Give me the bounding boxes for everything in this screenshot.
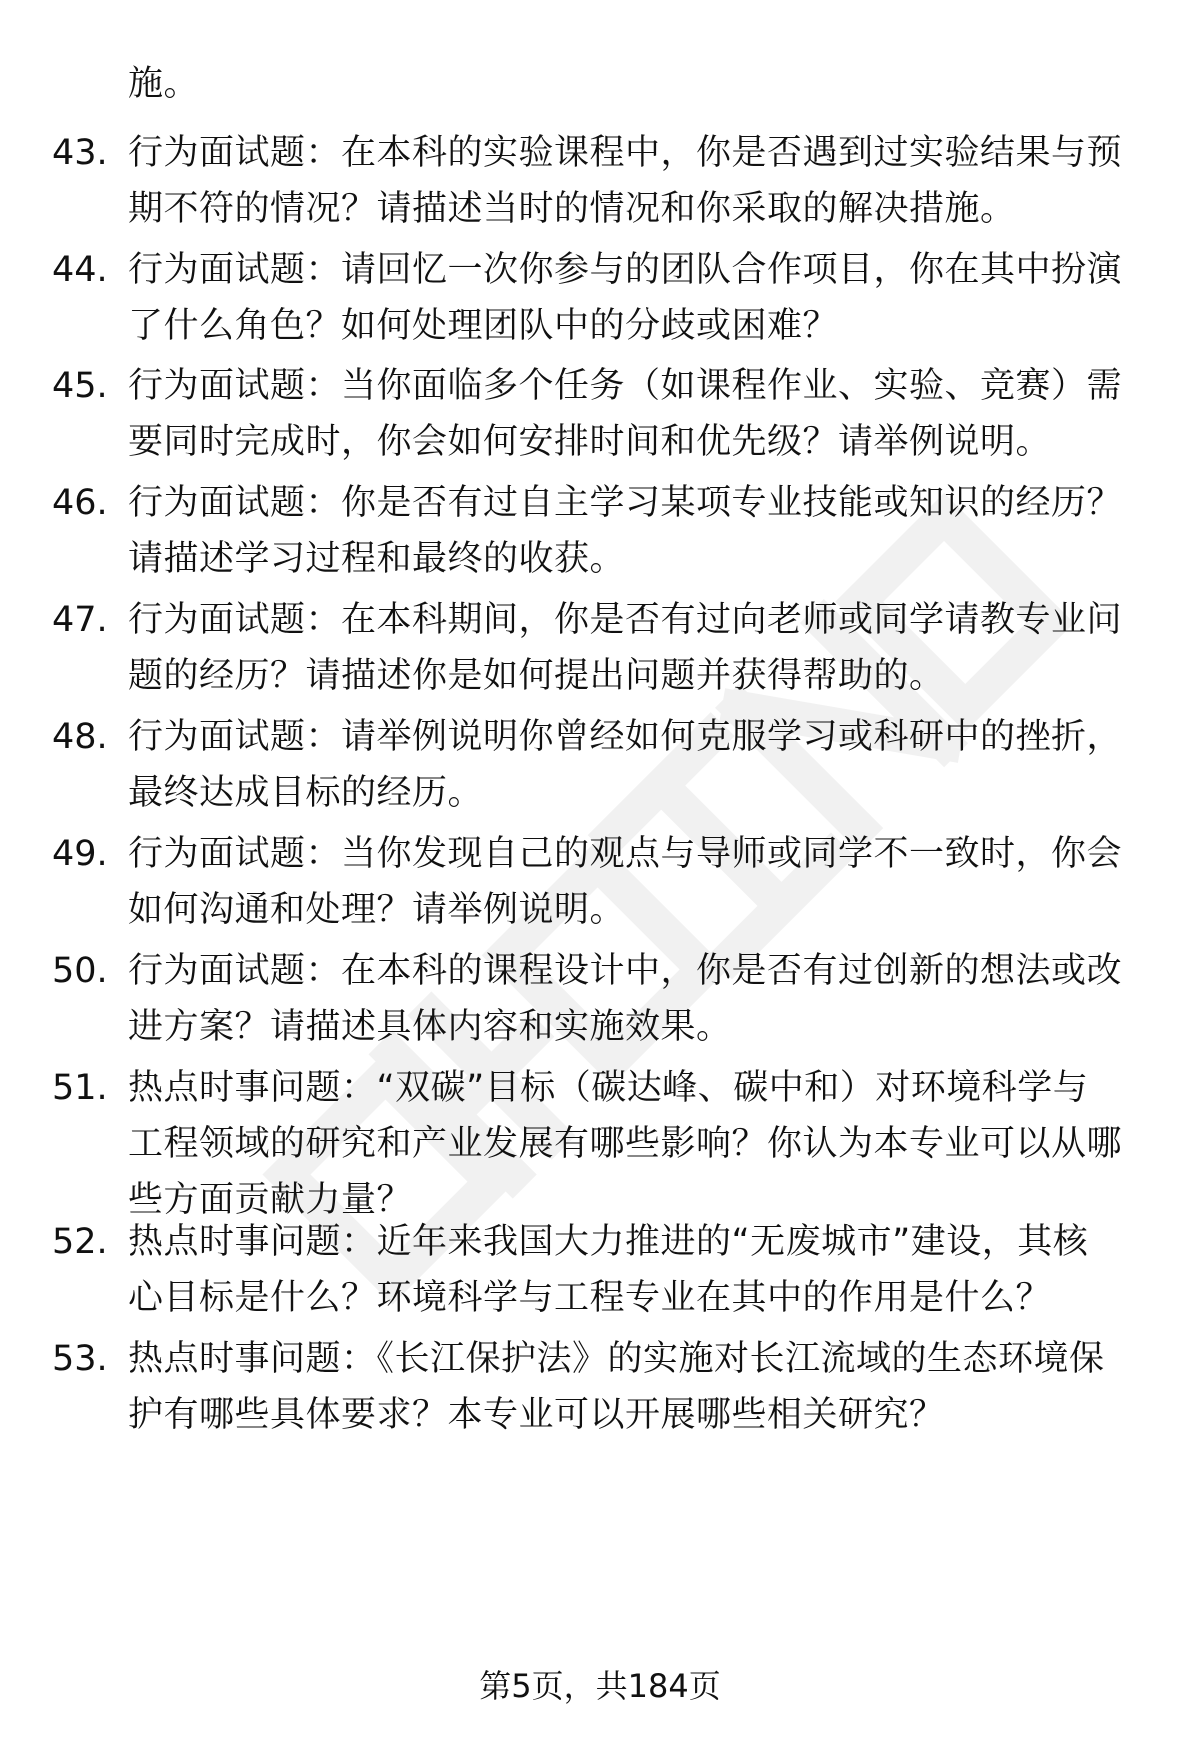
question-text-line: 护有哪些具体要求？本专业可以开展哪些相关研究？ bbox=[128, 1395, 945, 1435]
question-number: 52. bbox=[52, 1222, 108, 1262]
question-item bbox=[0, 1060, 1200, 1228]
question-text-line: 热点时事问题：《长江保护法》的实施对长江流域的生态环境保 bbox=[128, 1339, 1105, 1379]
question-text-line: 行为面试题：你是否有过自主学习某项专业技能或知识的经历？ bbox=[128, 483, 1123, 523]
question-number: 45. bbox=[52, 366, 108, 406]
question-number: 46. bbox=[52, 483, 108, 523]
page-footer: 第5页，共184页 bbox=[479, 1667, 721, 1705]
question-item bbox=[0, 709, 1200, 821]
question-item bbox=[0, 242, 1200, 354]
question-text-line: 行为面试题：请回忆一次你参与的团队合作项目，你在其中扮演 bbox=[128, 250, 1123, 290]
question-number: 53. bbox=[52, 1339, 108, 1379]
question-number: 47. bbox=[52, 600, 108, 640]
question-text-line: 心目标是什么？环境科学与工程专业在其中的作用是什么？ bbox=[128, 1278, 1052, 1318]
question-text-line: 些方面贡献力量？ bbox=[128, 1180, 413, 1220]
question-number: 44. bbox=[52, 250, 108, 290]
continuation-text: 施。 bbox=[128, 64, 200, 104]
question-number: 51. bbox=[52, 1068, 108, 1108]
question-text-line: 工程领域的研究和产业发展有哪些影响？你认为本专业可以从哪 bbox=[128, 1124, 1123, 1164]
question-item bbox=[0, 943, 1200, 1055]
question-text-line: 如何沟通和处理？请举例说明。 bbox=[128, 890, 626, 930]
question-item bbox=[0, 475, 1200, 587]
question-text-line: 期不符的情况？请描述当时的情况和你采取的解决措施。 bbox=[128, 189, 1016, 229]
question-text-line: 行为面试题：当你发现自己的观点与导师或同学不一致时，你会 bbox=[128, 834, 1123, 874]
question-text-line: 热点时事问题：近年来我国大力推进的“无废城市”建设，其核 bbox=[128, 1222, 1089, 1262]
question-text-line: 要同时完成时，你会如何安排时间和优先级？请举例说明。 bbox=[128, 422, 1052, 462]
question-text-line: 最终达成目标的经历。 bbox=[128, 773, 484, 813]
question-text-line: 热点时事问题：“双碳”目标（碳达峰、碳中和）对环境科学与 bbox=[128, 1068, 1089, 1108]
question-text-line: 行为面试题：当你面临多个任务（如课程作业、实验、竞赛）需 bbox=[128, 366, 1123, 406]
question-number: 43. bbox=[52, 133, 108, 173]
question-number: 48. bbox=[52, 717, 108, 757]
question-number: 50. bbox=[52, 951, 108, 991]
question-item bbox=[0, 592, 1200, 704]
question-item bbox=[0, 1214, 1200, 1326]
question-text-line: 请描述学习过程和最终的收获。 bbox=[128, 539, 626, 579]
question-text-line: 行为面试题：请举例说明你曾经如何克服学习或科研中的挫折， bbox=[128, 717, 1123, 757]
question-number: 49. bbox=[52, 834, 108, 874]
question-text-line: 了什么角色？如何处理团队中的分歧或困难？ bbox=[128, 306, 839, 346]
question-item bbox=[0, 358, 1200, 470]
question-text-line: 题的经历？请描述你是如何提出问题并获得帮助的。 bbox=[128, 656, 945, 696]
question-item bbox=[0, 125, 1200, 237]
question-text-line: 行为面试题：在本科期间，你是否有过向老师或同学请教专业问 bbox=[128, 600, 1123, 640]
question-text-line: 行为面试题：在本科的课程设计中，你是否有过创新的想法或改 bbox=[128, 951, 1123, 991]
question-item bbox=[0, 826, 1200, 938]
question-text-line: 行为面试题：在本科的实验课程中，你是否遇到过实验结果与预 bbox=[128, 133, 1123, 173]
question-text-line: 进方案？请描述具体内容和实施效果。 bbox=[128, 1007, 732, 1047]
question-item bbox=[0, 1331, 1200, 1443]
